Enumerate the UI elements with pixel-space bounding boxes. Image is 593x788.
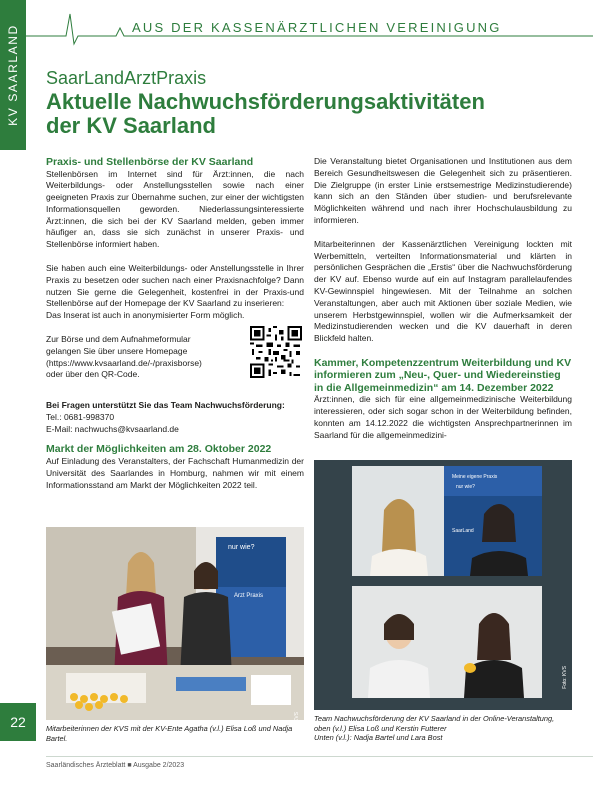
qr-code-icon[interactable] (250, 326, 302, 378)
caption-right-block (314, 714, 572, 743)
photo-banner-text-2: Arzt Praxis (234, 593, 264, 599)
screen-text-1: Meine eigene Praxis (452, 474, 498, 480)
headline-line-1: Aktuelle Nachwuchsförderungsaktivitäten (46, 89, 485, 114)
subheading-kammer (314, 357, 572, 395)
left-column (46, 156, 304, 491)
kicker: SaarLandArztPraxis (46, 68, 207, 88)
photo-online-illustration (314, 460, 572, 710)
headline-line-2: der KV Saarland (46, 113, 216, 138)
paragraph-mitarbeiterinnen: Mitarbeiterinnen der Kassenärztlichen Vereinigung lockten mit Werbemitteln, verteilten Informationsmaterial und klärten in persönlichen Gesprächen die „Erstis“ über die Nachwuchsförderung der KV auf. Ebenso wurde auf ein auf Instagram parallelaufendes KV-Gewinnspiel hingewiesen. Mit der Teilnahme an solchen Veranstaltungen, aber auch mit Aktionen über soziale Medien, wie unserem Herbstgewinnspiel, wollen wir die Aufmerksamkeit der Medizinstudierenden wecken und die KV dauerhaft in deren Blickfeld halten. (314, 238, 572, 344)
subheading-kammer-line-3: in die Allgemeinmedizin“ am 14. Dezember 2022 (314, 381, 554, 394)
qr-line-1: Zur Börse und dem Aufnahmeformular (46, 334, 191, 345)
contact-email[interactable]: E-Mail: nachwuchs@kvsaarland.de (46, 423, 179, 434)
qr-block (46, 334, 304, 396)
caption-right-line-1: Team Nachwuchsförderung der KV Saarland in der Online-Veranstaltung, (314, 714, 555, 723)
subheading-praxisboerse: Praxis- und Stellenbörse der KV Saarland (46, 156, 254, 168)
subheading-kammer-line-1: Kammer, Kompetenzzentrum Weiterbildung und KV (314, 356, 572, 369)
side-bar (0, 0, 26, 150)
qr-line-2: gelangen Sie über unsere Homepage (46, 345, 188, 356)
screen-text-3: SaarLand (452, 528, 474, 534)
photo-online-veranstaltung (314, 460, 572, 710)
paragraph-veranstaltung: Die Veranstaltung bietet Organisationen und Institutionen aus dem Bereich Gesundheitswesen die Gelegenheit sich zu präsentieren. Die Zielgruppe (in erster Linie erstsemestrige Medizinstudierende) kann sich an den Ständen über studien- und berufsrelevante Möglichkeiten während und nach ihrer Hochschulausbildung zu informieren. (314, 156, 572, 225)
section-header: AUS DER KASSENÄRZTLICHEN VEREINIGUNG (132, 20, 502, 35)
headline (46, 90, 485, 138)
contact-heading: Bei Fragen unterstützt Sie das Team Nachwuchsförderung: (46, 400, 285, 411)
photo-banner-text-1: nur wie? (228, 544, 255, 551)
paragraph-praxisboerse-anonym: Das Inserat ist auch in anonymisierter Form möglich. (46, 310, 245, 321)
photo-credit-left: Foto: KVS (294, 712, 300, 735)
paragraph-praxisboerse-1: Stellenbörsen im Internet sind für Ärzt:innen, die nach Weiterbildungs- oder Anstellungsstellen sowie nach einer geeigneten Praxis zur Übernahme suchen, zur einer der wichtigsten Informationsquellen geworden. Niederlassungsinteressierte Ärzt:innen, die sich bei der KV Saarland melden, geben immer häufiger an, dass sie sich zunächst in unserer Praxis- und Stellenbörse informiert haben. (46, 168, 304, 250)
caption-left: Mitarbeiterinnen der KVS mit der KV-Ente Agatha (v.l.) Elisa Loß und Nadja Bartel. (46, 724, 293, 743)
side-bar-label: KV SAARLAND (6, 24, 20, 126)
paragraph-praxisboerse-2: Sie haben auch eine Weiterbildungs- oder Anstellungsstelle in Ihrer Praxis zu besetzen oder suchen nach einer Praxisnachfolge? Dann nutzen Sie gerne die Gelegenheit, kostenfrei in der Praxis-und Stellenbörse auf der Homepage der KV Saarland zu inserieren: (46, 263, 304, 309)
footer-publication: Saarländisches Ärzteblatt ■ Ausgabe 2/2023 (46, 762, 185, 769)
subheading-kammer-line-2: informieren zum „Neu-, Quer- und Wiedereinstieg (314, 369, 561, 382)
caption-right-line-3: Unten (v.l.): Nadja Bartel und Lara Bost (314, 733, 443, 742)
right-column (314, 156, 572, 442)
page-number: 22 (0, 703, 36, 741)
paragraph-kammer: Ärzt:innen, die sich für eine allgemeinmedizinische Weiterbildung interessieren, oder sich sogar schon in der Weiterbildung befinden, konnten am 14.12.2022 die wichtigsten Ansprechpartnerinnen im Saarland für die allgemeinmedizini- (314, 394, 572, 440)
photo-markt-illustration (46, 527, 304, 720)
qr-line-4: oder über den QR-Code. (46, 369, 140, 380)
contact-tel[interactable]: Tel.: 0681-998370 (46, 411, 115, 422)
subheading-markt: Markt der Möglichkeiten am 28. Oktober 2022 (46, 443, 272, 456)
footer-divider (46, 756, 593, 757)
qr-line-3[interactable]: (https://www.kvsaarland.de/-/praxisborse) (46, 357, 202, 368)
paragraph-markt: Auf Einladung des Veranstalters, der Fachschaft Humanmedizin der Universität des Saarlandes in Homburg, nahmen wir mit einem Informationsstand am Markt der Möglichkeiten 2022 teil. (46, 455, 304, 490)
screen-text-2: nur wie? (456, 484, 475, 490)
photo-credit-right: Foto: KVS (562, 666, 568, 689)
caption-right-line-2: oben (v.l.) Elisa Loß und Kerstin Futterer (314, 723, 447, 733)
caption-left-block (46, 724, 304, 743)
